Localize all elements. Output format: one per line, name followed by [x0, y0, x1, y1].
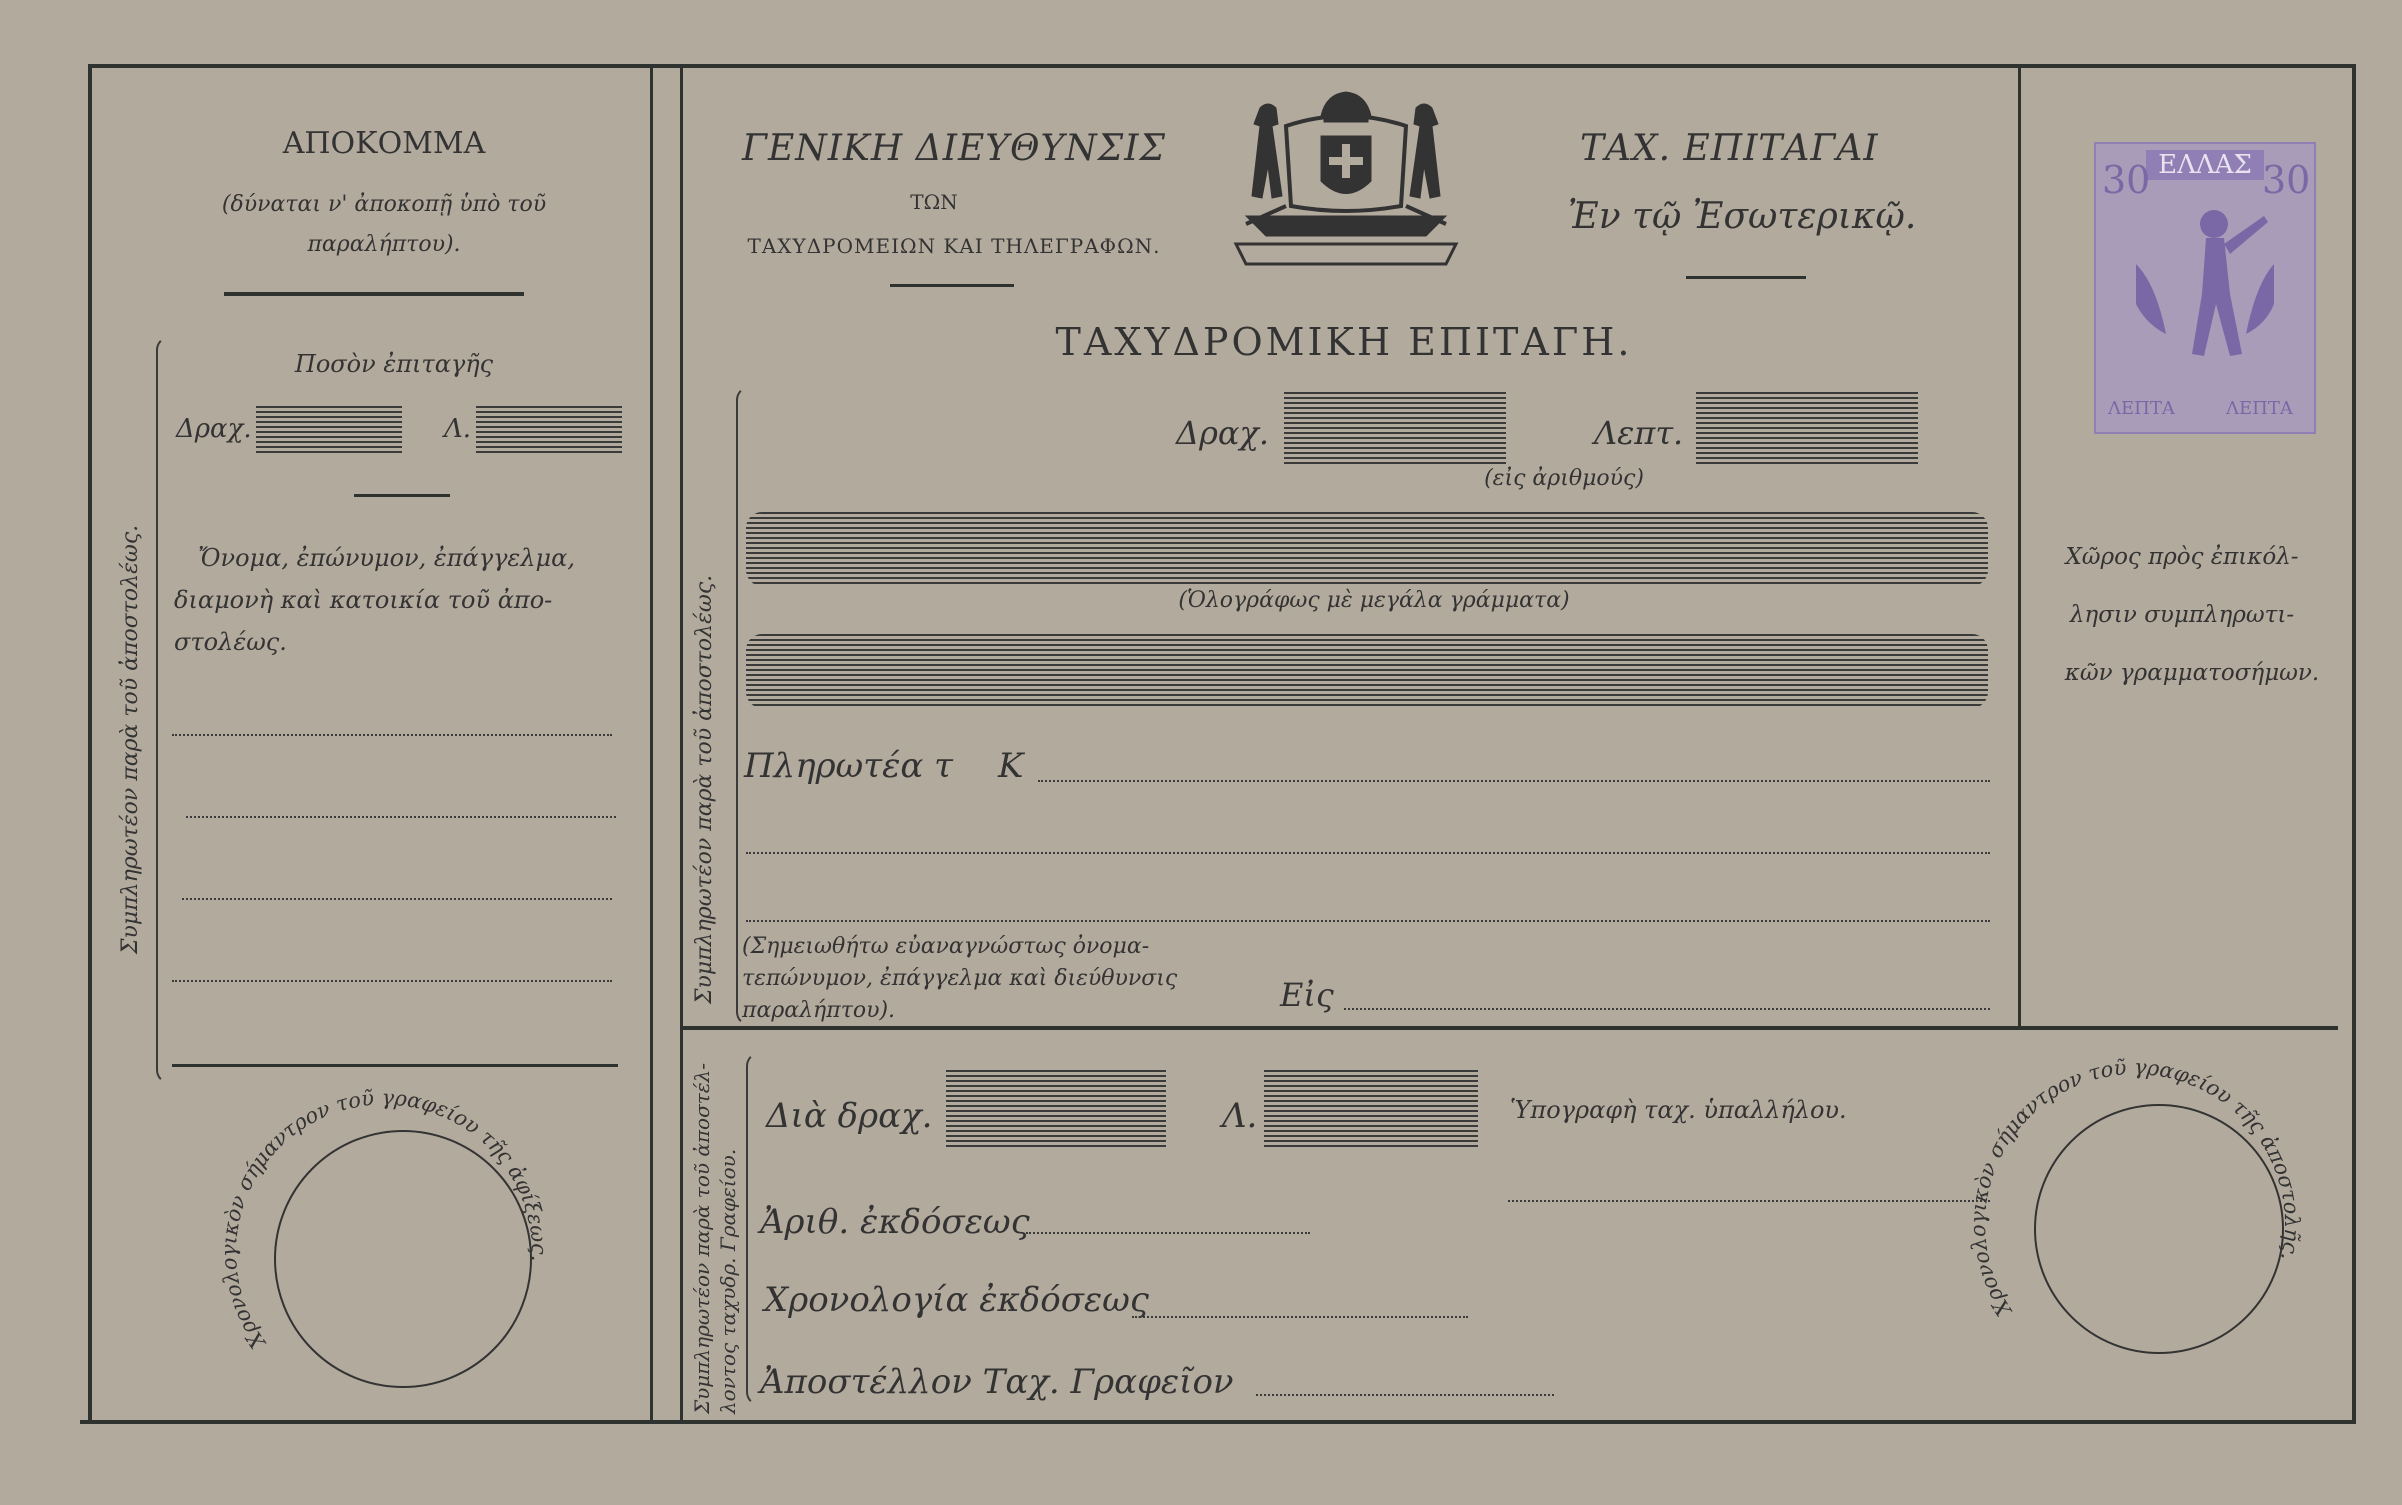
stamp-currency-right: ΛΕΠΤΑ: [2226, 398, 2293, 419]
destination-label: Εἰς: [1280, 976, 1334, 1014]
lower-section-divider: [682, 1026, 2338, 1030]
stub-rule-2: [354, 494, 450, 497]
stub-sender-info-1: Ὄνομα, ἐπώνυμον, ἐπάγγελμα,: [198, 544, 575, 572]
amount-words-field-2[interactable]: [746, 634, 1988, 708]
stub-rule-3: [172, 1064, 618, 1067]
frame-left: [88, 64, 92, 1424]
in-numbers-note: (εἰς ἀριθμούς): [1484, 466, 1644, 491]
stamp-imprint: [2094, 142, 2316, 434]
stub-sender-info-3: στολέως.: [174, 628, 287, 656]
hermes-figure-icon: [2096, 144, 2314, 432]
payee-note-2: τεπώνυμον, ἐπάγγελμα καὶ διεύθυνσις: [742, 966, 1178, 991]
form-title: ΤΑΧΥΔΡΟΜΙΚΗ ΕΠΙΤΑΓΗ.: [1055, 320, 1633, 364]
lower-drach-box[interactable]: [946, 1070, 1166, 1148]
directorate-posts: ΤΑΧΥΔΡΟΜΕΙΩΝ ΚΑΙ ΤΗΛΕΓΡΑΦΩΝ.: [747, 234, 1161, 258]
header-rule-left: [890, 284, 1014, 287]
issue-date-line[interactable]: [1132, 1316, 1468, 1318]
header-rule-right: [1686, 276, 1806, 279]
stamp-caption-3: κῶν γραμματοσήμων.: [2064, 660, 2320, 686]
stamp-value-right: 30: [2262, 158, 2311, 202]
in-words-note: (Ὁλογράφως μὲ μεγάλα γράμματα): [1178, 588, 1570, 613]
svg-text:Χρονολογικὸν σήμαντρον τοῦ γρα: Χρονολογικὸν σήμαντρον τοῦ γραφείου τῆς ἀφίξεως.: [216, 1085, 552, 1353]
lower-lepta-box[interactable]: [1264, 1070, 1478, 1148]
payable-label: Πληρωτέα τ: [744, 746, 953, 786]
stub-line-3[interactable]: [182, 898, 612, 900]
payee-note-1: (Σημειωθήτω εὐαναγνώστως ὀνομα-: [742, 934, 1150, 959]
sending-office-line[interactable]: [1256, 1394, 1554, 1396]
stub-brace: [156, 336, 172, 1084]
main-lepta-label: Λεπτ.: [1594, 414, 1684, 452]
payable-k: Κ: [998, 746, 1024, 786]
clerk-signature-line[interactable]: [1508, 1200, 1990, 1202]
lower-side-note-2: λοντος ταχυδρ. Γραφείου.: [716, 1148, 740, 1414]
svg-text:Χρονολογικὸν σήμαντρον τοῦ γρα: Χρονολογικὸν σήμαντρον τοῦ γραφείου τῆς ἀποστολῆς.: [1965, 1055, 2305, 1321]
issue-number-label: Ἀριθ. ἐκδόσεως: [760, 1202, 1030, 1242]
stub-postmark-circle: [274, 1130, 532, 1388]
payee-line-2[interactable]: [746, 852, 1990, 854]
for-drach-label: Διὰ δραχ.: [766, 1096, 933, 1136]
stub-drach-box[interactable]: [256, 406, 402, 456]
stub-detach-note-1: (δύναται ν' ἀποκοπῇ ὑπὸ τοῦ: [221, 192, 547, 217]
stub-lepta-label: Λ.: [444, 414, 472, 444]
lower-lepta-label: Λ.: [1222, 1096, 1258, 1136]
stamp-value-left: 30: [2102, 158, 2151, 202]
payee-note-3: παραλήπτου).: [742, 998, 896, 1023]
stub-drach-label: Δραχ.: [176, 414, 252, 444]
stub-side-note: Συμπληρωτέον παρὰ τοῦ ἀποστολέως.: [118, 524, 143, 954]
stamp-currency-left: ΛΕΠΤΑ: [2108, 398, 2175, 419]
sending-office-label: Ἀποστέλλον Ταχ. Γραφεῖον: [760, 1362, 1234, 1402]
payee-line-1[interactable]: [1038, 780, 1990, 782]
issue-number-line[interactable]: [1026, 1232, 1310, 1234]
main-brace: [736, 386, 752, 1026]
clerk-signature-label: Ὑπογραφὴ ταχ. ὑπαλλήλου.: [1510, 1096, 1847, 1124]
lower-side-note-1: Συμπληρωτέον παρὰ τοῦ ἀποστέλ-: [690, 1063, 714, 1414]
stamp-caption-2: λησιν συμπληρωτι-: [2069, 602, 2295, 628]
stub-line-4[interactable]: [172, 980, 612, 982]
stub-title: ΑΠΟΚΟΜΜΑ: [282, 126, 486, 161]
stub-lepta-box[interactable]: [476, 406, 622, 456]
coat-of-arms-icon: [1226, 86, 1466, 286]
main-lepta-box[interactable]: [1696, 392, 1918, 466]
directorate-of: ΤΩΝ: [910, 190, 958, 214]
stub-detach-note-2: παραλήπτου).: [307, 232, 461, 257]
postal-order-card: [4, 4, 2398, 1501]
stamp-country: ΕΛΛΑΣ: [2146, 150, 2264, 180]
stub-divider-2: [680, 68, 683, 1420]
destination-line[interactable]: [1344, 1008, 1990, 1010]
payee-line-3[interactable]: [746, 920, 1990, 922]
stub-divider-1: [650, 68, 653, 1420]
domestic-label: Ἐν τῷ Ἐσωτερικῷ.: [1568, 196, 1917, 237]
main-drach-box[interactable]: [1284, 392, 1506, 466]
main-side-note: Συμπληρωτέον παρὰ τοῦ ἀποστολέως.: [692, 574, 717, 1004]
main-drach-label: Δραχ.: [1176, 414, 1270, 452]
postal-orders-title: ΤΑΧ. ΕΠΙΤΑΓΑΙ: [1580, 128, 1879, 169]
stub-rule-1: [224, 292, 524, 296]
lower-postmark-circle: [2034, 1104, 2284, 1354]
directorate-title: ΓΕΝΙΚΗ ΔΙΕΥΘΥΝΣΙΣ: [742, 128, 1166, 169]
stub-line-2[interactable]: [186, 816, 616, 818]
frame-bottom: [80, 1420, 2356, 1424]
amount-words-field-1[interactable]: [746, 512, 1988, 586]
stub-sender-info-2: διαμονὴ καὶ κατοικία τοῦ ἀπο-: [174, 586, 553, 614]
stub-amount-heading: Ποσὸν ἐπιταγῆς: [294, 350, 494, 378]
issue-date-label: Χρονολογία ἐκδόσεως: [764, 1280, 1149, 1320]
stamp-caption-1: Χῶρος πρὸς ἐπικόλ-: [2065, 544, 2299, 570]
stamp-area-divider: [2018, 68, 2021, 1028]
stub-line-1[interactable]: [172, 734, 612, 736]
frame-top: [92, 64, 2356, 68]
frame-right: [2352, 64, 2356, 1424]
